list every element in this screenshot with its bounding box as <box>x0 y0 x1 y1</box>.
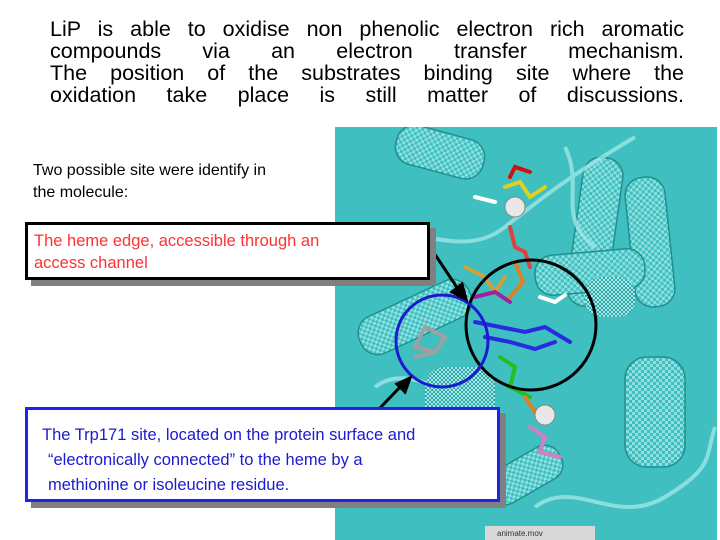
title-line: compounds via an electron transfer mechanism. <box>50 39 684 63</box>
intro-line: the molecule: <box>33 184 129 201</box>
slide-title <box>50 18 684 106</box>
title-line: oxidation take place is still matter of discussions. <box>50 83 684 107</box>
intro-text <box>33 160 333 204</box>
trp-callout-line: “electronically connected” to the heme by a <box>48 451 363 469</box>
trp-callout-line: methionine or isoleucine residue. <box>48 476 290 494</box>
trp-callout-line: The Trp171 site, located on the protein surface and <box>42 426 416 444</box>
heme-edge-callout <box>25 222 430 280</box>
title-line: LiP is able to oxidise non phenolic electron rich aromatic <box>50 17 684 41</box>
intro-line: Two possible site were identify in <box>33 162 266 179</box>
figure-caption: animate.mov <box>497 529 543 538</box>
heme-callout-line: access channel <box>34 254 148 272</box>
title-line: The position of the substrates binding site where the <box>50 61 684 85</box>
heme-callout-line: The heme edge, accessible through an <box>34 232 320 250</box>
trp171-callout <box>25 407 500 502</box>
